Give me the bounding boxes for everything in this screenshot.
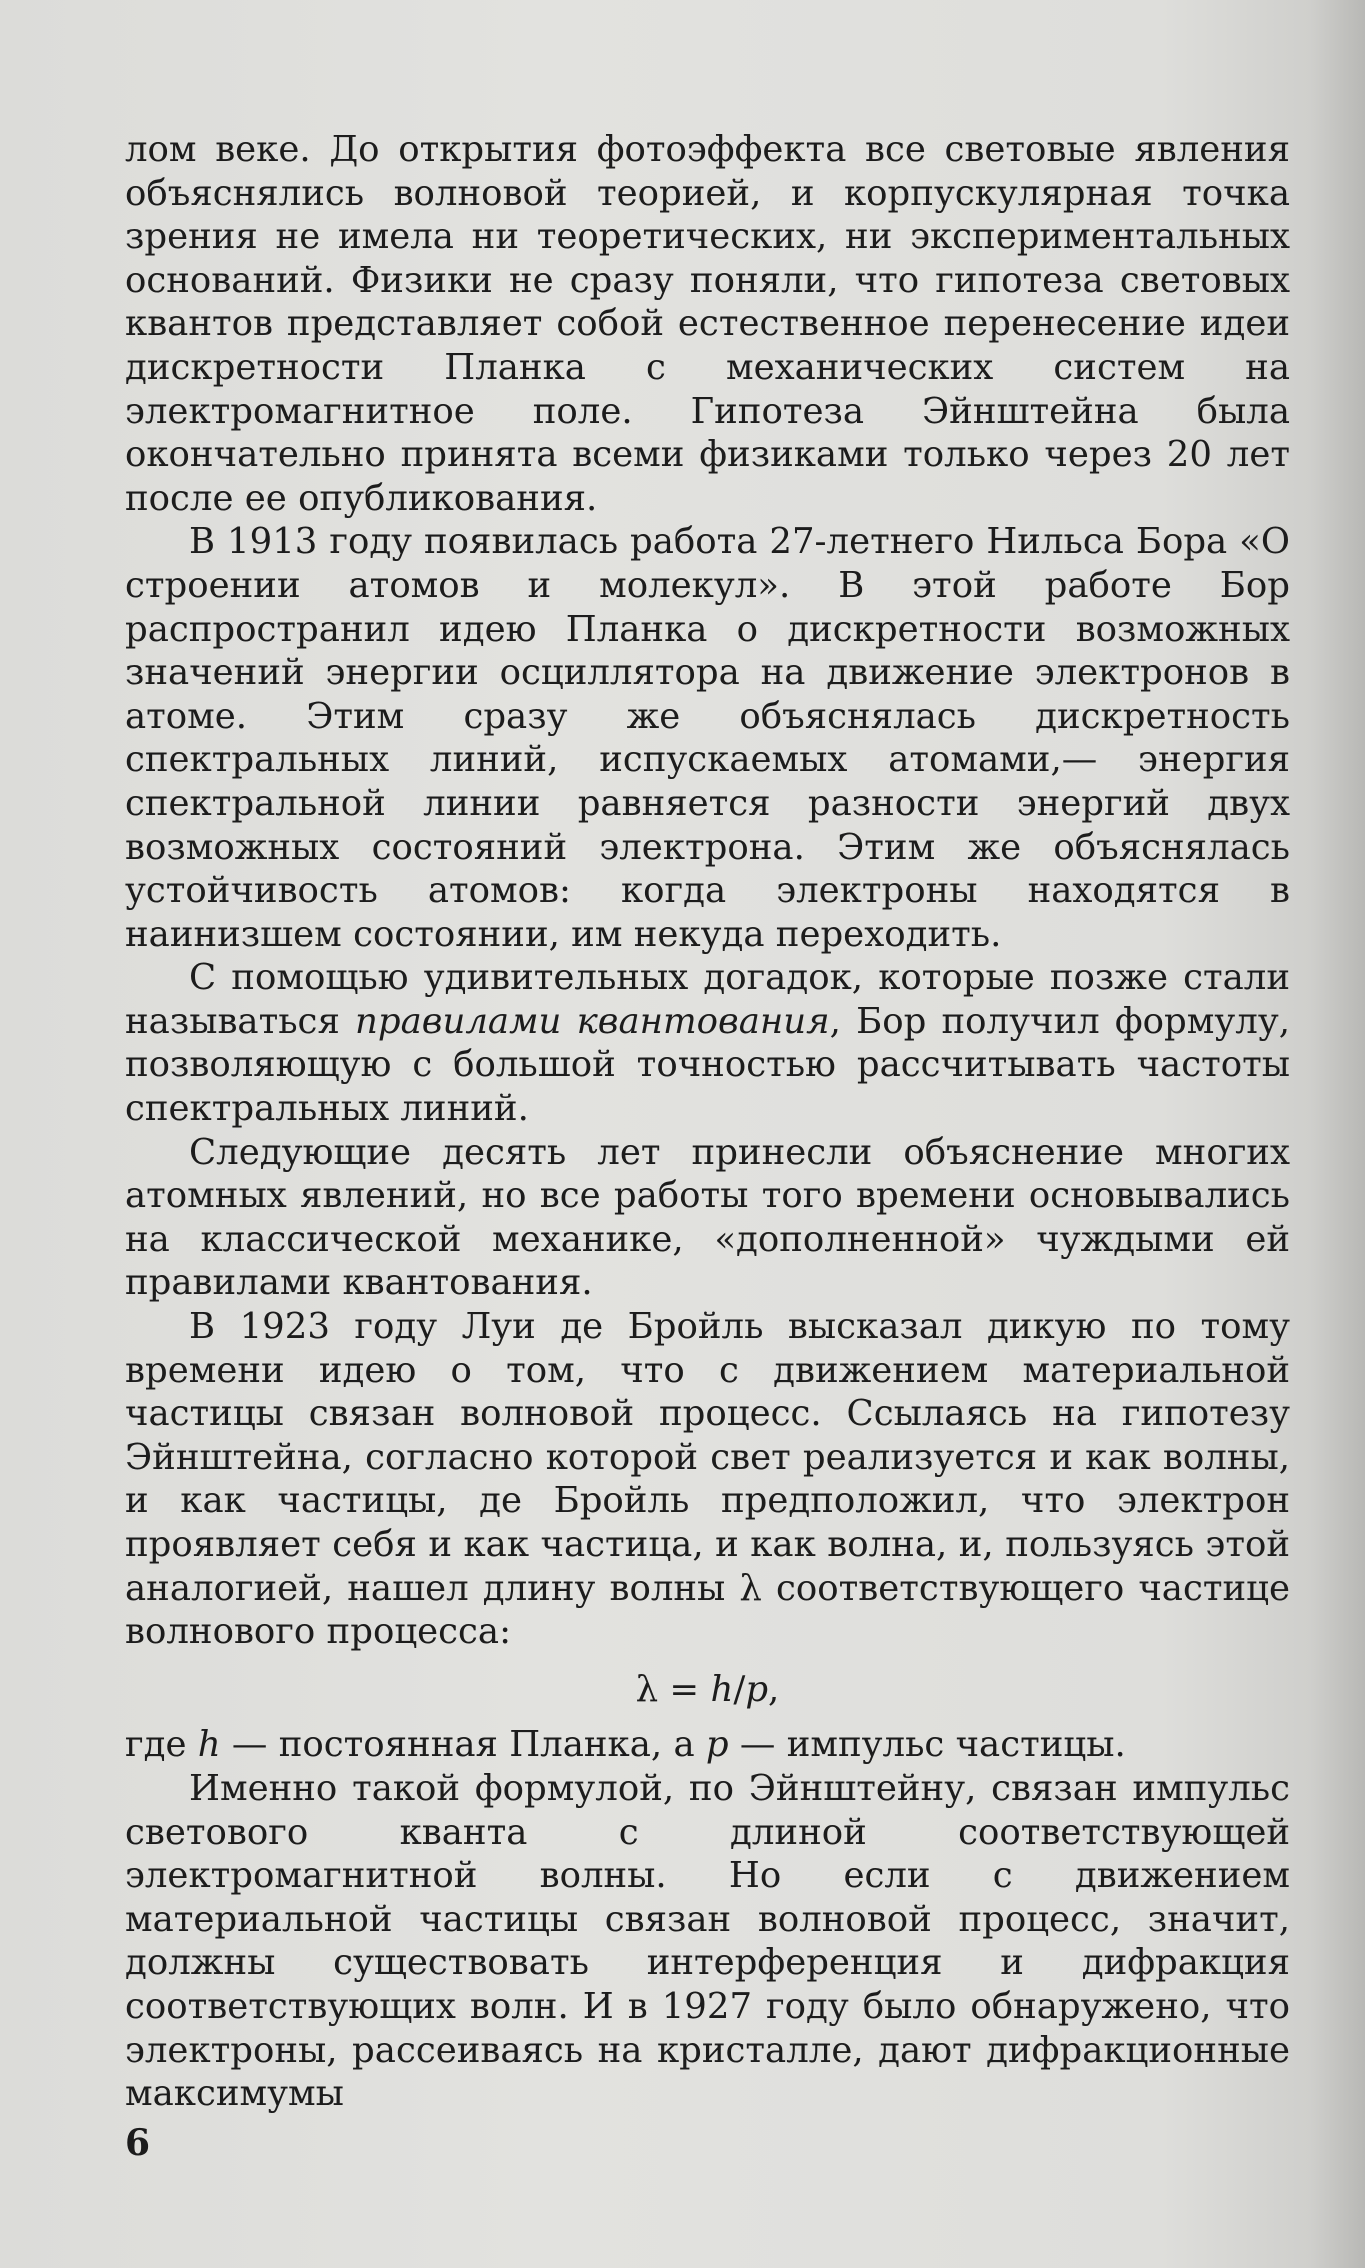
formula-slash: / bbox=[733, 1668, 746, 1710]
paragraph-4: Следующие десять лет принесли объяснение многих атомных явлений, но все работы того времени основывались на классической механике, «дополненной» чуждыми ей правилами квантования. bbox=[125, 1131, 1290, 1304]
paragraph-5-text-end: соответствующего частице волнового процесса: bbox=[125, 1567, 1290, 1653]
paragraph-2: В 1913 году появилась работа 27-летнего Нильса Бора «О строении атомов и молекул». В этой работе Бор распространил идею Планка о дискретности возможных значений энергии осциллятора на движение электронов в атоме. Этим сразу же объяснялась дискретность спектральных линий, испускаемых атомами,— энергия спектральной линии равняется разности энергий двух возможных состояний электрона. Этим же объяснялась устойчивость атомов: когда электроны находятся в наинизшем состоянии, им некуда переходить. bbox=[125, 521, 1290, 955]
paragraph-7: Именно такой формулой, по Эйнштейну, связан импульс светового кванта с длиной соответствующей электромагнитной волны. Но если с движением материальной частицы связан волновой процесс, значит, должны существовать интерференция и дифракция соответствующих волн. И в 1927 году было обнаружено, что электроны, рассеиваясь на кристалле, дают дифракционные максимумы bbox=[125, 1767, 1290, 2115]
paragraph-3-text-start: С помощью удивительных догадок, которые позже стали называться bbox=[125, 957, 1290, 1042]
paragraph-3-italic-term: правилами квантования bbox=[355, 1000, 830, 1042]
formula-h: h bbox=[710, 1668, 734, 1710]
formula-lambda: λ bbox=[635, 1668, 659, 1710]
formula-equals: = bbox=[658, 1668, 711, 1710]
formula-p: p bbox=[745, 1668, 769, 1710]
paragraph-3-text-end: , Бор получил формулу, позволяющую с большой точностью рассчитывать частоты спектральных линий. bbox=[125, 1000, 1290, 1130]
paragraph-6 bbox=[125, 1723, 1290, 1767]
paragraph-3 bbox=[125, 956, 1290, 1130]
paragraph-6-p: p bbox=[705, 1724, 729, 1766]
paragraph-5-text-start: В 1923 году Луи де Бройль высказал дикую по тому времени идею о том, что с движением материальной частицы связан волновой процесс. Ссылаясь на гипотезу Эйнштейна, согласно которой свет реализуется и как волны, и как частицы, де Бройль предположил, что электрон проявляет себя и как частица, и как волна, и, пользуясь этой аналогией, нашел длину волны bbox=[125, 1306, 1290, 1609]
paragraph-6-h: h bbox=[197, 1724, 221, 1766]
formula-comma: , bbox=[768, 1668, 780, 1710]
paragraph-6-end: — импульс частицы. bbox=[728, 1724, 1126, 1766]
paragraph-5-lambda-symbol: λ bbox=[739, 1567, 762, 1609]
paragraph-6-mid: — постоянная Планка, а bbox=[220, 1724, 706, 1766]
de-broglie-formula bbox=[125, 1668, 1290, 1712]
paragraph-6-where: где bbox=[125, 1724, 198, 1766]
page-number: 6 bbox=[125, 2122, 151, 2164]
paragraph-1: лом веке. До открытия фотоэффекта все световые явления объяснялись волновой теорией, и корпускулярная точка зрения не имела ни теоретических, ни экспериментальных оснований. Физики не сразу поняли, что гипотеза световых квантов представляет собой естественное перенесение идеи дискретности Планка с механических систем на электромагнитное поле. Гипотеза Эйнштейна была окончательно принята всеми физиками только через 20 лет после ее опубликования. bbox=[125, 129, 1290, 519]
body-text bbox=[125, 128, 1290, 2116]
paragraph-5 bbox=[125, 1305, 1290, 1654]
